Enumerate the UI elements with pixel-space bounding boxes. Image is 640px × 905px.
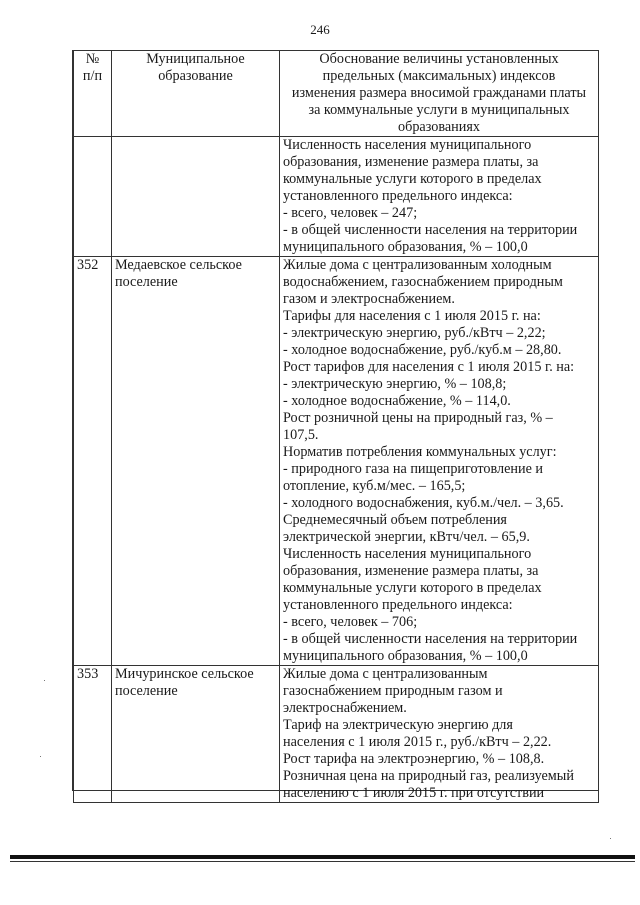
justification-line: водоснабжением, газоснабжением природным: [283, 274, 563, 290]
row-municipality: [112, 257, 280, 666]
header-number-line: №: [85, 51, 100, 67]
row-municipality: [112, 666, 280, 803]
justification-line: населения с 1 июля 2015 г., руб./кВтч – 2,22.: [283, 734, 552, 750]
justification-line: Жилые дома с централизованным: [283, 666, 488, 682]
justification-line: 107,5.: [283, 427, 319, 443]
justification-line: Жилые дома с централизованным холодным: [283, 257, 552, 273]
table-row: [74, 257, 599, 666]
justification-line: электрической энергии, кВтч/чел. – 65,9.: [283, 529, 530, 545]
justification-line: - холодное водоснабжение, руб./куб.м – 28,80.: [283, 342, 562, 358]
header-justification-line: изменения размера вносимой гражданами платы: [291, 85, 587, 101]
justification-line: отопление, куб.м/мес. – 165,5;: [283, 478, 466, 494]
justification-line: - всего, человек – 706;: [283, 614, 418, 630]
scan-speck: [40, 756, 41, 757]
justification-line: - холодное водоснабжение, % – 114,0.: [283, 393, 511, 409]
justification-line: Рост розничной цены на природный газ, % –: [283, 410, 553, 426]
justification-line: Рост тарифа на электроэнергию, % – 108,8.: [283, 751, 545, 767]
justification-line: - природного газа на пищеприготовление и: [283, 461, 544, 477]
header-number-line: п/п: [82, 68, 103, 84]
footer-rule-thin: [10, 861, 635, 862]
justification-line: установленного предельного индекса:: [283, 597, 513, 613]
justification-line: Тариф на электрическую энергию для: [283, 717, 513, 733]
scan-speck: [610, 838, 611, 839]
justification-line: - электрическую энергию, % – 108,8;: [283, 376, 507, 392]
justification-line: Норматив потребления коммунальных услуг:: [283, 444, 557, 460]
footer-rule: [10, 855, 635, 859]
justification-line: электроснабжением.: [283, 700, 407, 716]
justification-line: - в общей численности населения на территории: [283, 631, 578, 647]
header-municipality: [112, 51, 280, 137]
justification-line: газоснабжением природным газом и: [283, 683, 503, 699]
justification-line: - электрическую энергию, руб./кВтч – 2,22;: [283, 325, 546, 341]
table-container: [72, 50, 599, 801]
justification-line: коммунальные услуги которого в пределах: [283, 580, 542, 596]
justification-line: Численность населения муниципального: [283, 137, 532, 153]
justification-line: муниципального образования, % – 100,0: [283, 239, 528, 255]
municipality-line: Мичуринское сельское: [115, 666, 254, 682]
header-justification: [280, 51, 599, 137]
header-justification-line: предельных (максимальных) индексов: [322, 68, 556, 84]
justification-line: Розничная цена на природный газ, реализуемый: [283, 768, 574, 784]
row-municipality: [112, 137, 280, 257]
justification-line: - всего, человек – 247;: [283, 205, 418, 221]
justification-line: Тарифы для населения с 1 июля 2015 г. на:: [283, 308, 541, 324]
header-justification-line: образованиях: [398, 119, 480, 135]
table-row: [74, 137, 599, 257]
justification-line: газом и электроснабжением.: [283, 291, 455, 307]
tariff-table: [73, 50, 599, 803]
header-justification-line: за коммунальные услуги в муниципальных: [308, 102, 570, 118]
table-row: [74, 666, 599, 803]
justification-line: коммунальные услуги которого в пределах: [283, 171, 542, 187]
table-body: [74, 137, 599, 803]
header-justification-line: Обоснование величины установленных: [319, 51, 559, 67]
scan-speck: [44, 680, 45, 681]
page-number: 246: [310, 22, 330, 37]
row-justification: [280, 137, 599, 257]
municipality-line: Медаевское сельское: [115, 257, 242, 273]
justification-line: Рост тарифов для населения с 1 июля 2015 г. на:: [283, 359, 575, 375]
justification-line: - в общей численности населения на территории: [283, 222, 578, 238]
row-number: [74, 137, 112, 257]
header-municipality-line: образование: [158, 68, 233, 84]
row-number: 353: [74, 666, 112, 803]
justification-line: образования, изменение размера платы, за: [283, 563, 539, 579]
justification-line: образования, изменение размера платы, за: [283, 154, 539, 170]
justification-line: - холодного водоснабжения, куб.м./чел. – 3,65.: [283, 495, 564, 511]
row-number: 352: [74, 257, 112, 666]
row-justification: [280, 257, 599, 666]
header-municipality-line: Муниципальное: [146, 51, 245, 67]
justification-line: установленного предельного индекса:: [283, 188, 513, 204]
row-justification: [280, 666, 599, 803]
header-number: [74, 51, 112, 137]
table-header-row: [74, 51, 599, 137]
justification-line: муниципального образования, % – 100,0: [283, 648, 528, 664]
municipality-line: поселение: [115, 683, 178, 699]
justification-line: населению с 1 июля 2015 г. при отсутствии: [283, 785, 545, 801]
municipality-line: поселение: [115, 274, 178, 290]
justification-line: Численность населения муниципального: [283, 546, 532, 562]
justification-line: Среднемесячный объем потребления: [283, 512, 507, 528]
